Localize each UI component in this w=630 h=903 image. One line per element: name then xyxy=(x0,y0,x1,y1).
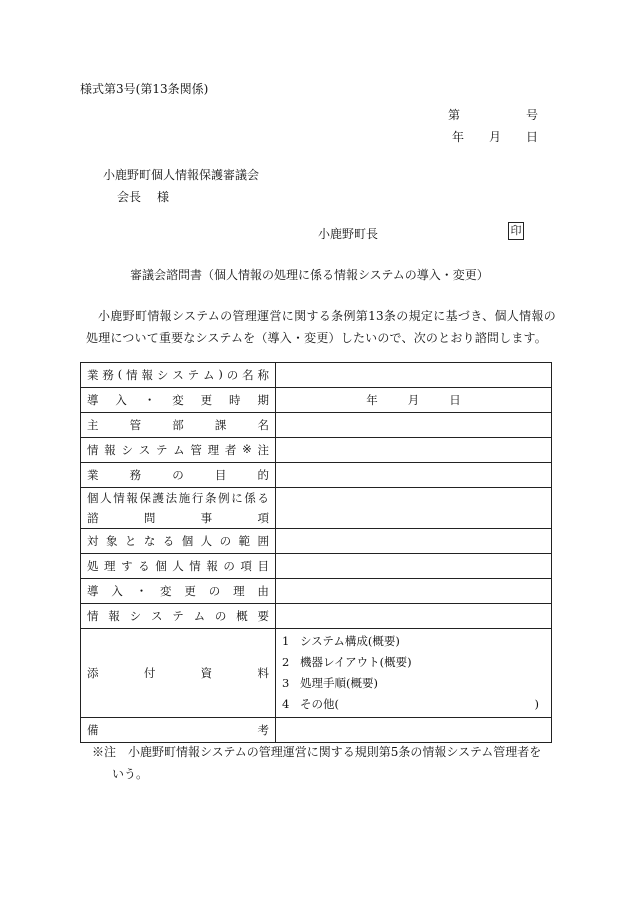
date-day: 日 xyxy=(449,393,461,407)
addressee-honorific: 様 xyxy=(157,190,170,204)
day-label: 日 xyxy=(525,130,538,144)
table-row xyxy=(81,413,552,438)
spread-label xyxy=(87,558,269,574)
label-char: ス xyxy=(138,443,151,457)
label-char: な xyxy=(143,534,156,548)
row-label-attachments xyxy=(81,629,276,718)
label-char: 料 xyxy=(257,666,269,680)
row-label-inquiry-matter xyxy=(81,488,276,529)
field-inquiry-matter[interactable] xyxy=(276,488,552,529)
label-char: 報 xyxy=(206,559,218,573)
spread-label xyxy=(87,367,269,383)
label-char: ス xyxy=(172,368,184,382)
label-char: 務 xyxy=(129,468,142,482)
table-row xyxy=(81,718,552,743)
label-char: ・ xyxy=(143,393,156,407)
label-char: 考 xyxy=(257,723,269,737)
spread-label xyxy=(87,665,269,681)
label-char: 人 xyxy=(200,534,213,548)
label-char: 係 xyxy=(244,491,256,505)
table-row xyxy=(81,363,552,388)
label-char: 報 xyxy=(104,443,116,457)
label-char: 添 xyxy=(87,666,99,680)
row-label-reason xyxy=(81,579,276,604)
label-char: 問 xyxy=(143,511,156,525)
label-char: 人 xyxy=(172,559,184,573)
label-char: 報 xyxy=(126,491,138,505)
label-char: ム xyxy=(173,443,185,457)
field-system-admin[interactable] xyxy=(276,438,552,463)
label-char: 更 xyxy=(184,584,196,598)
table-row xyxy=(81,629,552,718)
label-char: 的 xyxy=(257,468,269,482)
attachment-item-other[interactable]: 4 その他( ) xyxy=(282,697,539,711)
label-char: の xyxy=(214,609,227,623)
spread-label xyxy=(87,533,269,549)
label-char: 個 xyxy=(87,491,99,505)
spread-label xyxy=(87,608,269,624)
label-char: 業 xyxy=(87,468,99,482)
label-char: テ xyxy=(187,368,200,382)
document-title: 審議会諮問書（個人情報の処理に係る情報システムの導入・変更） xyxy=(130,268,489,282)
label-char: 備 xyxy=(87,723,99,737)
label-char: の xyxy=(226,368,239,382)
date-year: 年 xyxy=(366,393,378,407)
label-char: 保 xyxy=(139,491,151,505)
label-char: る xyxy=(257,491,269,505)
label-char: 者 xyxy=(224,443,237,457)
label-char: 付 xyxy=(143,666,156,680)
label-char: の xyxy=(172,468,184,482)
label-char: 施 xyxy=(178,491,191,505)
label-char: 要 xyxy=(257,609,269,623)
label-char: 理 xyxy=(233,584,245,598)
label-char: 情 xyxy=(87,609,99,623)
label-char: の xyxy=(208,584,221,598)
label-char: 称 xyxy=(257,368,269,382)
label-char: 入 xyxy=(115,393,127,407)
table-row xyxy=(81,579,552,604)
label-char: 諮 xyxy=(87,511,99,525)
row-label-info-items xyxy=(81,554,276,579)
label-char: す xyxy=(121,559,133,573)
label-char: 変 xyxy=(160,584,172,598)
label-char: シ xyxy=(121,443,133,457)
addressee-title: 会長 xyxy=(117,190,142,204)
addressee xyxy=(103,164,259,208)
label-char: 時 xyxy=(229,393,241,407)
label-char: ム xyxy=(203,368,215,382)
label-char: 入 xyxy=(111,584,123,598)
label-char: 例 xyxy=(218,491,230,505)
row-label-department xyxy=(81,413,276,438)
label-char: 理 xyxy=(207,443,220,457)
label-char: 管 xyxy=(190,443,202,457)
label-char: 囲 xyxy=(257,534,269,548)
body-text xyxy=(86,305,556,349)
field-department[interactable] xyxy=(276,413,552,438)
field-info-items[interactable] xyxy=(276,554,552,579)
table-row xyxy=(81,438,552,463)
label-char: 護 xyxy=(152,491,165,505)
label-char: テ xyxy=(172,609,184,623)
attachment-item: 1 システム構成(概要) xyxy=(282,634,400,648)
table-row xyxy=(81,529,552,554)
addressee-org: 小鹿野町個人情報保護審議会 xyxy=(103,168,260,182)
number-label: 第 xyxy=(448,108,461,122)
label-char: 変 xyxy=(172,393,184,407)
label-char: 処 xyxy=(87,559,99,573)
label-char: 個 xyxy=(155,559,167,573)
spread-label xyxy=(87,417,269,433)
label-char: 管 xyxy=(129,418,142,432)
table-row xyxy=(81,488,552,529)
label-char: 主 xyxy=(87,418,99,432)
field-system-name[interactable] xyxy=(276,363,552,388)
label-char: 注 xyxy=(257,443,269,457)
label-char: 個 xyxy=(181,534,194,548)
label-char: ※ xyxy=(242,442,252,456)
label-char: 由 xyxy=(257,584,269,598)
body-paragraph: 小鹿野町情報システムの管理運営に関する条例第13条の規定に基づき、個人情報の処理について重要なシステムを（導入・変更）したいので、次のとおり諮問します。 xyxy=(86,309,556,345)
label-char: る xyxy=(162,534,175,548)
label-char: 概 xyxy=(236,609,248,623)
label-char: 情 xyxy=(113,491,125,505)
label-char: 導 xyxy=(87,584,99,598)
field-remarks[interactable] xyxy=(276,718,552,743)
label-char: る xyxy=(138,559,150,573)
label-char: ス xyxy=(150,609,163,623)
field-reason[interactable] xyxy=(276,579,552,604)
year-label: 年 xyxy=(452,130,465,144)
field-overview[interactable] xyxy=(276,604,552,629)
label-char: 情 xyxy=(126,368,138,382)
table-row xyxy=(81,463,552,488)
label-char: シ xyxy=(129,609,142,623)
addressee-title-row xyxy=(103,186,259,208)
spread-label xyxy=(87,583,269,599)
label-char: 期 xyxy=(257,393,269,407)
label-char: ) xyxy=(218,367,223,381)
label-char: 条 xyxy=(204,491,217,505)
label-char: 資 xyxy=(200,666,213,680)
field-purpose[interactable] xyxy=(276,463,552,488)
table-row xyxy=(81,554,552,579)
document-number-row xyxy=(448,104,538,126)
label-char: シ xyxy=(156,368,169,382)
row-label-target-range xyxy=(81,529,276,554)
label-char: 導 xyxy=(87,393,99,407)
spread-label xyxy=(87,508,269,528)
row-label-change-date xyxy=(81,388,276,413)
spread-label xyxy=(87,722,269,738)
spread-label xyxy=(87,392,269,408)
footnote-line1: ※注 小鹿野町情報システムの管理運営に関する規則第5条の情報システム管理者を xyxy=(92,745,542,759)
table-row xyxy=(81,388,552,413)
number-suffix: 号 xyxy=(525,108,538,122)
form-label: 様式第3号(第13条関係) xyxy=(80,82,209,96)
label-char: 務 xyxy=(102,368,114,382)
label-char: 事 xyxy=(200,511,213,525)
field-change-date[interactable] xyxy=(276,388,552,413)
label-char: 業 xyxy=(87,368,99,382)
label-char: 目 xyxy=(214,468,227,482)
row-label-overview xyxy=(81,604,276,629)
field-target-range[interactable] xyxy=(276,529,552,554)
date-month: 月 xyxy=(407,393,420,407)
label-char: 報 xyxy=(141,368,153,382)
label-char: 報 xyxy=(108,609,120,623)
spread-label xyxy=(87,488,269,508)
label-char: 行 xyxy=(191,491,204,505)
label-char: 範 xyxy=(238,534,250,548)
label-char: ・ xyxy=(135,584,148,598)
label-char: 対 xyxy=(87,534,99,548)
label-char: 人 xyxy=(100,491,112,505)
seal-box: 印 xyxy=(508,222,524,240)
label-char: 情 xyxy=(87,443,99,457)
label-char: 名 xyxy=(257,418,269,432)
label-char: 項 xyxy=(240,559,252,573)
label-char: と xyxy=(124,534,137,548)
attachments-list xyxy=(276,629,552,718)
row-label-purpose xyxy=(81,463,276,488)
footnote xyxy=(92,741,552,785)
row-label-remarks xyxy=(81,718,276,743)
label-char: の xyxy=(223,559,235,573)
sender: 小鹿野町長 xyxy=(318,227,379,241)
spread-label xyxy=(87,467,269,483)
date-block xyxy=(448,104,538,148)
label-char: 目 xyxy=(257,559,269,573)
label-char: 更 xyxy=(200,393,213,407)
label-char: に xyxy=(231,491,243,505)
label-char: 部 xyxy=(172,418,184,432)
label-char: ( xyxy=(117,367,123,381)
label-char: の xyxy=(219,534,232,548)
label-char: 象 xyxy=(105,534,118,548)
attachment-item: 2 機器レイアウト(概要) xyxy=(282,655,412,669)
label-char: 名 xyxy=(242,368,254,382)
label-char: テ xyxy=(155,443,168,457)
label-char: ム xyxy=(193,609,206,623)
label-char: 理 xyxy=(104,559,116,573)
label-char: 項 xyxy=(257,511,269,525)
label-char: 法 xyxy=(165,491,178,505)
label-char: 課 xyxy=(214,418,227,432)
month-label: 月 xyxy=(488,130,501,144)
attachment-item: 3 処理手順(概要) xyxy=(282,676,378,690)
footnote-line2: いう。 xyxy=(112,767,149,781)
date-row xyxy=(448,126,538,148)
label-char: 情 xyxy=(189,559,201,573)
row-label-system-admin xyxy=(81,438,276,463)
table-row xyxy=(81,604,552,629)
spread-label xyxy=(87,442,269,458)
inquiry-form-table xyxy=(80,362,552,743)
row-label-system-name xyxy=(81,363,276,388)
